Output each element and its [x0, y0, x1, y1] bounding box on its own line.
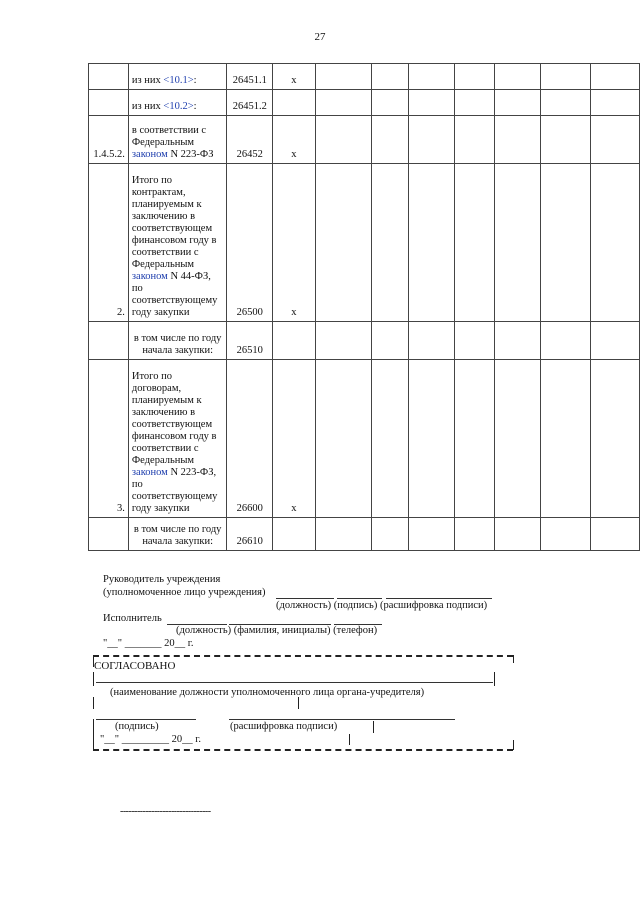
table-row — [89, 322, 640, 360]
value-cell — [541, 518, 591, 551]
reference-link[interactable]: законом — [131, 149, 168, 160]
signature-date: "__" _______ 20__ г. — [103, 638, 194, 649]
row-number: 1.4.5.2. — [89, 116, 129, 164]
value-cell — [408, 518, 454, 551]
table-row — [89, 116, 640, 164]
row-number — [89, 322, 129, 360]
table-row — [89, 360, 640, 518]
description-text: из них — [131, 101, 164, 112]
description-text-tail: : — [193, 75, 197, 86]
table-row — [89, 518, 640, 551]
value-cell — [591, 322, 640, 360]
description-text: Итого по договорам, планируемым к заключению в соответствующем финансовом году в соответствии с Федеральным — [131, 371, 217, 466]
value-cell — [408, 116, 454, 164]
row-code: 26600 — [227, 360, 273, 518]
row-code: 26451.1 — [227, 64, 273, 90]
row-mark — [273, 518, 316, 551]
value-cell — [372, 360, 409, 518]
approval-right-border-top — [513, 655, 514, 663]
approval-date-bar — [349, 734, 350, 745]
executor-caption: (должность) (фамилия, инициалы) (телефон) — [176, 625, 378, 636]
head-decode-line — [386, 598, 492, 599]
approval-sign-caption: (подпись) — [115, 721, 159, 732]
value-cell — [315, 322, 371, 360]
data-table — [88, 63, 640, 551]
reference-link[interactable]: законом — [131, 467, 168, 478]
head-signature-line — [337, 598, 382, 599]
value-cell — [591, 64, 640, 90]
row-mark — [273, 322, 316, 360]
value-cell — [372, 164, 409, 322]
description-text-tail: : — [193, 101, 197, 112]
approval-decode-line — [229, 719, 455, 720]
value-cell — [454, 322, 494, 360]
reference-link[interactable]: <10.2> — [163, 101, 194, 112]
value-cell — [315, 64, 371, 90]
head-title: Руководитель учреждения — [103, 574, 221, 585]
value-cell — [372, 90, 409, 116]
row-mark: x — [273, 64, 316, 90]
value-cell — [315, 164, 371, 322]
row-number — [89, 64, 129, 90]
value-cell — [408, 322, 454, 360]
row-description — [128, 64, 227, 90]
row-description — [128, 518, 227, 551]
value-cell — [591, 116, 640, 164]
value-cell — [454, 360, 494, 518]
table-row — [89, 90, 640, 116]
approval-sign-line — [96, 719, 196, 720]
row-number — [89, 90, 129, 116]
description-text: из них — [131, 75, 164, 86]
value-cell — [495, 322, 541, 360]
approval-decode-caption: (расшифровка подписи) — [230, 721, 338, 732]
value-cell — [315, 360, 371, 518]
value-cell — [541, 90, 591, 116]
approval-decode-bar — [373, 721, 374, 733]
description-text-tail: N 223-ФЗ, по соответствующему году закупки — [131, 467, 218, 514]
head-position-line — [276, 598, 334, 599]
approval-date: "__" _________ 20__ г. — [100, 734, 201, 745]
row-mark: x — [273, 116, 316, 164]
approval-left-border-2 — [93, 697, 94, 709]
description-text-tail: N 223-ФЗ — [167, 149, 214, 160]
value-cell — [454, 64, 494, 90]
approval-org-caption: (наименование должности уполномоченного лица органа-учредителя) — [110, 687, 425, 698]
row-mark: x — [273, 164, 316, 322]
row-description — [128, 322, 227, 360]
value-cell — [541, 64, 591, 90]
value-cell — [541, 116, 591, 164]
description-text: в том числе по году начала закупки: — [133, 524, 222, 547]
approval-org-right-bar — [494, 672, 495, 686]
value-cell — [408, 360, 454, 518]
approval-right-border-bottom — [513, 740, 514, 750]
approval-mid-bar — [298, 697, 299, 709]
value-cell — [591, 518, 640, 551]
value-cell — [372, 116, 409, 164]
value-cell — [591, 90, 640, 116]
row-description — [128, 116, 227, 164]
approval-top-border — [93, 655, 513, 657]
value-cell — [372, 322, 409, 360]
value-cell — [372, 64, 409, 90]
row-code: 26610 — [227, 518, 273, 551]
approval-bottom-border — [93, 749, 513, 751]
value-cell — [495, 116, 541, 164]
value-cell — [454, 90, 494, 116]
row-description — [128, 360, 227, 518]
page-number: 27 — [314, 31, 326, 43]
value-cell — [541, 164, 591, 322]
value-cell — [408, 164, 454, 322]
row-number — [89, 518, 129, 551]
value-cell — [454, 518, 494, 551]
value-cell — [408, 90, 454, 116]
head-caption: (должность) (подпись) (расшифровка подписи) — [276, 600, 488, 611]
value-cell — [541, 322, 591, 360]
value-cell — [541, 360, 591, 518]
row-code: 26452 — [227, 116, 273, 164]
row-number: 2. — [89, 164, 129, 322]
value-cell — [495, 164, 541, 322]
description-text-tail: N 44-ФЗ, по соответствующему году закупки — [131, 271, 218, 318]
value-cell — [372, 518, 409, 551]
approval-left-border-3 — [93, 719, 94, 749]
row-number: 3. — [89, 360, 129, 518]
approval-left-border-mid — [93, 672, 94, 686]
value-cell — [495, 360, 541, 518]
value-cell — [454, 164, 494, 322]
footnote-separator: -------------------------------- — [120, 806, 211, 817]
row-code: 26510 — [227, 322, 273, 360]
reference-link[interactable]: <10.1> — [163, 75, 194, 86]
description-text: в том числе по году начала закупки: — [133, 333, 222, 356]
value-cell — [495, 64, 541, 90]
value-cell — [495, 90, 541, 116]
value-cell — [315, 518, 371, 551]
head-subtitle: (уполномоченное лицо учреждения) — [103, 587, 266, 598]
executor-label: Исполнитель — [103, 613, 162, 624]
value-cell — [408, 64, 454, 90]
row-mark: x — [273, 360, 316, 518]
row-mark — [273, 90, 316, 116]
value-cell — [495, 518, 541, 551]
description-text: Итого по контрактам, планируемым к заключению в соответствующем финансовом году в соответствии с Федеральным — [131, 175, 217, 270]
value-cell — [315, 90, 371, 116]
description-text: в соответствии с Федеральным — [131, 125, 207, 148]
value-cell — [454, 116, 494, 164]
approval-org-line — [96, 682, 493, 683]
value-cell — [315, 116, 371, 164]
row-code: 26500 — [227, 164, 273, 322]
reference-link[interactable]: законом — [131, 271, 168, 282]
row-code: 26451.2 — [227, 90, 273, 116]
table-row — [89, 64, 640, 90]
row-description — [128, 164, 227, 322]
value-cell — [591, 164, 640, 322]
table-row — [89, 164, 640, 322]
value-cell — [591, 360, 640, 518]
row-description — [128, 90, 227, 116]
approval-title: СОГЛАСОВАНО — [94, 660, 176, 672]
